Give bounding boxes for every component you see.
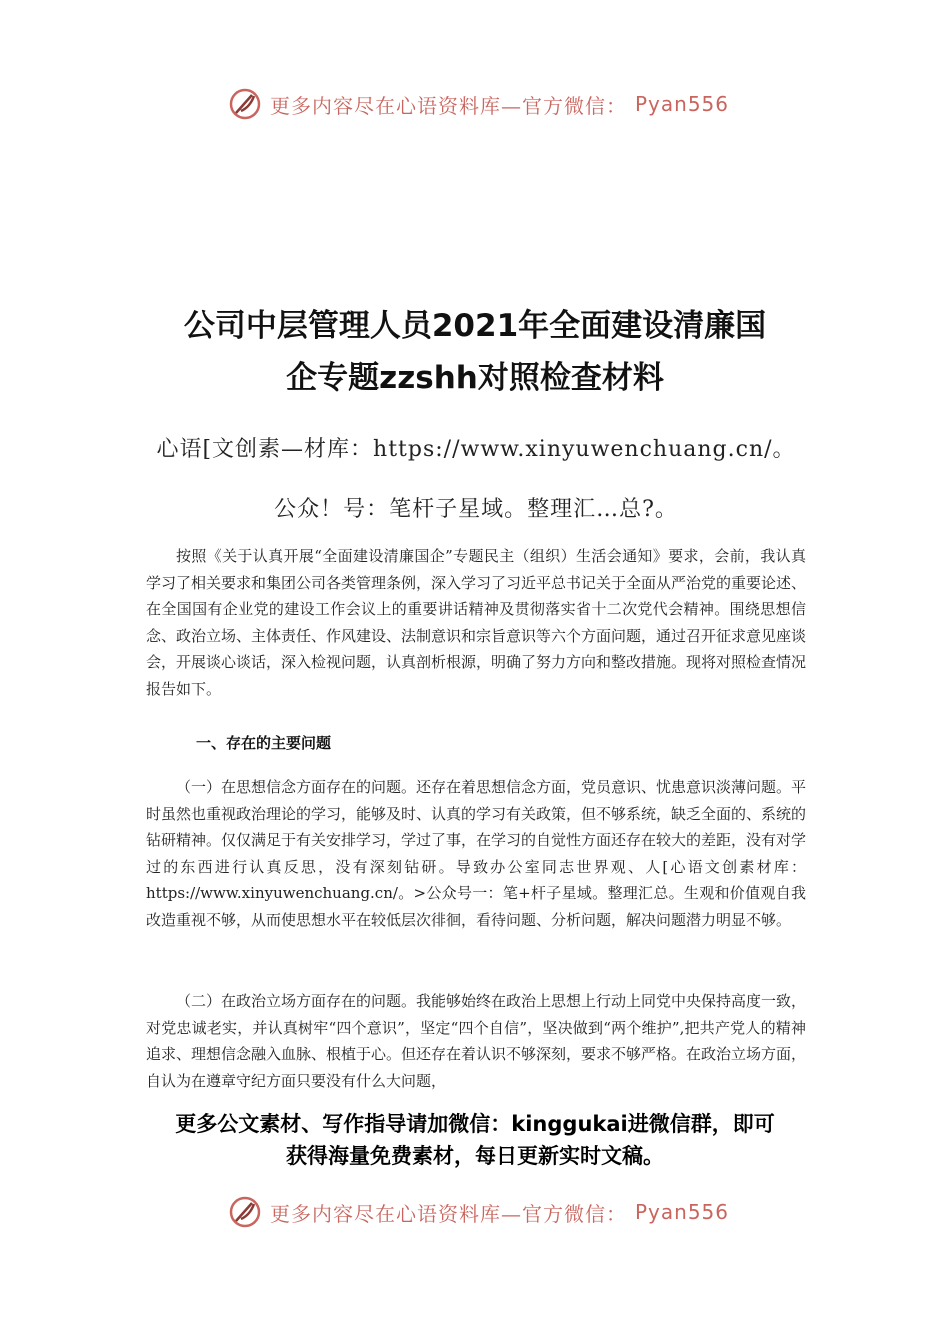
intro-paragraph: 按照《关于认真开展“全面建设清廉国企”专题民主（组织）生活会通知》要求，会前，我认真学习了相关要求和集团公司各类管理条例，深入学习了习近平总书记关于全面从严治党的重要论述、在全国国有企业党的建设工作会议上的重要讲话精神及贯彻落实省十二次党代会精神。围绕思想信念、政治立场、主体责任、作风建设、法制意识和宗旨意识等六个方面问题，通过召开征求意见座谈会，开展谈心谈话，深入检视问题，认真剖析根源，明确了努力方向和整改措施。现将对照检查情况报告如下。: [146, 547, 807, 698]
footer-banner: [228, 1192, 729, 1232]
paragraph-1: （一）在思想信念方面存在的问题。还存在着思想信念方面，党员意识、忧患意识淡薄问题。平时虽然也重视政治理论的学习，能够及时、认真的学习有关政策，但不够系统，缺乏全面的、系统的钻研精神。仅仅满足于有关安排学习，学过了事，在学习的自觉性方面还存在较大的差距，没有对学过的东西进行认真反思，没有深刻钻研。导致办公室同志世界观、人[心语文创素材库：https://www.xinyuwenchuang.cn/。>公众号一：笔+杆子星域。整理汇总。生观和价值观自我改造重视不够，从而使思想水平在较低层次徘徊，看待问题、分析问题，解决问题潜力明显不够。: [146, 778, 807, 929]
promo-line-2: 获得海量免费素材，每日更新实时文稿。: [286, 1144, 664, 1168]
title-line-1: 公司中层管理人员2021年全面建设清廉国: [183, 308, 767, 344]
quill-logo-icon: [228, 87, 262, 121]
paragraph-2: （二）在政治立场方面存在的问题。我能够始终在政治上思想上行动上同党中央保持高度一致，对党忠诚老实，并认真树牢“四个意识”，坚定“四个自信”，坚决做到“两个维护”,把共产党人的精神追求、理想信念融入血脉、根植于心。但还存在着认识不够深刻，要求不够严格。在政治立场方面，自认为在遵章守纪方面只要没有什么大问题，: [146, 992, 807, 1090]
title-line-2: 企专题zzshh对照检查材料: [286, 360, 664, 396]
promo-line-1: 更多公文素材、写作指导请加微信：kinggukai进微信群，即可: [175, 1112, 775, 1136]
footer-banner-wechat: Pyan556: [635, 1200, 730, 1224]
header-banner-text: 更多内容尽在心语资料库—官方微信：: [270, 93, 627, 118]
footer-banner-text: 更多内容尽在心语资料库—官方微信：: [270, 1201, 627, 1226]
section-heading: 一、存在的主要问题: [196, 734, 332, 752]
document-subtitle: 心语[文创素—材库：https://www.xinyuwenchuang.cn/。公众！号：笔杆子星域。整理汇…总?。: [156, 437, 796, 522]
promo-text: [120, 1108, 830, 1172]
quill-logo-icon: [228, 1195, 262, 1229]
header-banner: [228, 84, 729, 124]
header-banner-wechat: Pyan556: [635, 92, 730, 116]
document-title: [120, 300, 830, 404]
